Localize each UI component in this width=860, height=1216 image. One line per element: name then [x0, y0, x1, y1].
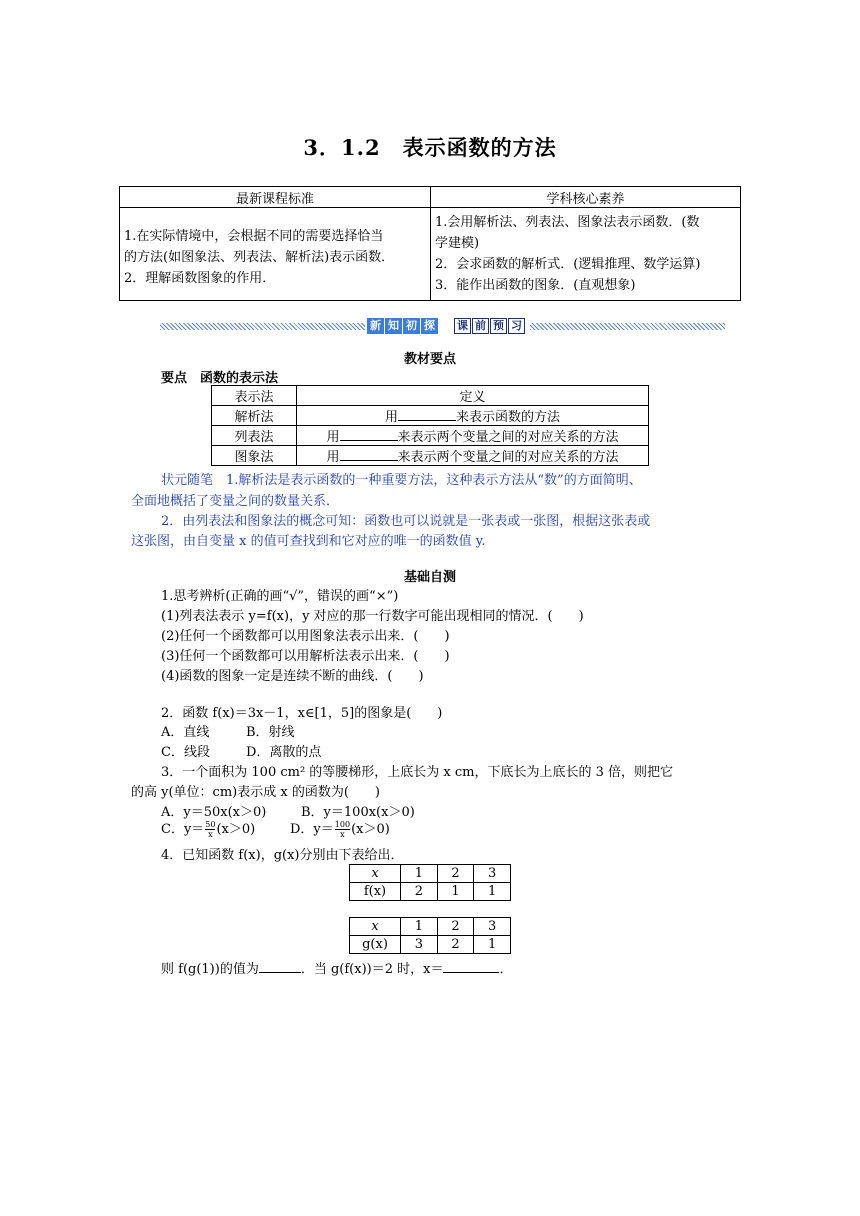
rep-header-definition: 定义 [297, 386, 649, 406]
q3-option-d: D．y＝ $\frac{100}{x}$ (x＞0) [290, 820, 390, 839]
g-table-cell: g(x) [350, 936, 401, 954]
banner-char: 探 [421, 318, 438, 334]
standards-left-line: 1.在实际情境中，会根据不同的需要选择恰当 [124, 229, 384, 244]
f-table-cell: 3 [474, 865, 511, 883]
rep-header-method: 表示法 [212, 386, 297, 406]
banner-hatch-left [160, 323, 365, 330]
banner-new-knowledge [367, 318, 438, 336]
g-table-cell: 3 [401, 936, 438, 954]
q3-option-b: B．y＝100x(x＞0) [301, 805, 415, 820]
standards-header-left: 最新课程标准 [120, 187, 431, 208]
f-table-cell: 1 [437, 883, 474, 901]
banner-char: 前 [472, 318, 489, 334]
note-line: 状元随笔 1.解析法是表示函数的一种重要方法，这种表示方法从“数”的方面简明、 [161, 473, 642, 488]
rep-name: 列表法 [212, 426, 297, 446]
banner-hatch-right [530, 323, 725, 330]
f-table-cell: x [350, 865, 401, 883]
q3-stem: 3．一个面积为 100 cm² 的等腰梯形，上底长为 x cm，下底长为上底长的 3 倍，则把它 [161, 765, 674, 780]
standards-right-line: 3．能作出函数的图象．(直观想象) [435, 278, 636, 293]
f-table [349, 864, 511, 901]
page-title: 3．1.2 表示函数的方法 [303, 135, 557, 160]
f-table-cell: 2 [437, 865, 474, 883]
fill-blank[interactable] [340, 428, 398, 441]
rep-name: 图象法 [212, 446, 297, 466]
q4-ask: 则 f(g(1))的值为 ．当 g(f(x))＝2 时，x＝ ． [161, 962, 513, 977]
q2-option-d: D．离散的点 [246, 745, 322, 760]
f-table-cell: 1 [401, 865, 438, 883]
f-table-cell: 2 [401, 883, 438, 901]
rep-definition: 用 来表示两个变量之间的对应关系的方法 [297, 446, 649, 466]
q3-stem-cont: 的高 y(单位：cm)表示成 x 的函数为( ) [131, 785, 380, 800]
q1-stem: 1.思考辨析(正确的画“√”，错误的画“×”) [161, 589, 399, 604]
q1-item: (1)列表法表示 y=f(x)，y 对应的那一行数字可能出现相同的情况．( ) [161, 609, 584, 624]
banner-char: 知 [385, 318, 402, 334]
note-line: 这张图，由自变量 x 的值可查找到和它对应的唯一的函数值 y. [131, 534, 486, 549]
q4-stem: 4．已知函数 f(x)，g(x)分别由下表给出． [161, 848, 404, 863]
standards-right-line: 1.会用解析法、列表法、图象法表示函数．(数 [435, 215, 700, 230]
standards-right-line: 2．会求函数的解析式．(逻辑推理、数学运算) [435, 257, 701, 272]
banner-char: 预 [490, 318, 507, 334]
section-banner [160, 316, 725, 340]
standards-cell-right [431, 208, 741, 301]
f-table-cell: 1 [474, 883, 511, 901]
banner-preview [454, 318, 525, 336]
section-heading-self-test: 基础自测 [403, 570, 456, 585]
q1-item: (3)任何一个函数都可以用解析法表示出来．( ) [161, 649, 450, 664]
q1-item: (4)函数的图象一定是连续不断的曲线．( ) [161, 669, 424, 684]
q3-option-a: A．y＝50x(x＞0) [161, 805, 267, 820]
g-table [349, 917, 511, 954]
point-label: 要点 函数的表示法 [161, 371, 279, 386]
fill-blank[interactable] [340, 448, 398, 461]
standards-header-right: 学科核心素养 [431, 187, 741, 208]
note-line: 2．由列表法和图象法的概念可知：函数也可以说就是一张表或一张图，根据这张表或 [161, 514, 651, 529]
standards-left-line: 的方法(如图象法、列表法、解析法)表示函数． [124, 250, 395, 265]
standards-cell-left [120, 208, 431, 301]
fraction: $\frac{50}{x}$ [205, 820, 216, 839]
g-table-cell: 3 [474, 918, 511, 936]
banner-char: 新 [367, 318, 384, 334]
standards-table [119, 186, 741, 301]
f-table-cell: f(x) [350, 883, 401, 901]
q2-option-c: C．线段 [161, 745, 210, 760]
rep-definition: 用 来表示函数的方法 [297, 406, 649, 426]
g-table-cell: 1 [474, 936, 511, 954]
q3-option-c: C．y＝ $\frac{50}{x}$ (x＞0) [161, 820, 256, 839]
fraction: $\frac{100}{x}$ [334, 820, 351, 839]
g-table-cell: 2 [437, 936, 474, 954]
banner-char: 课 [454, 318, 471, 334]
standards-right-line: 学建模) [435, 236, 480, 251]
g-table-cell: 1 [401, 918, 438, 936]
note-line: 全面地概括了变量之间的数量关系． [131, 494, 340, 509]
answer-blank[interactable] [443, 960, 499, 973]
answer-blank[interactable] [259, 960, 301, 973]
q2-option-b: B．射线 [246, 725, 295, 740]
g-table-cell: x [350, 918, 401, 936]
representation-table [211, 385, 649, 466]
q2-option-a: A．直线 [161, 725, 210, 740]
rep-definition: 用 来表示两个变量之间的对应关系的方法 [297, 426, 649, 446]
fill-blank[interactable] [398, 408, 456, 421]
q2-stem: 2．函数 f(x)＝3x－1，x∈[1，5]的图象是( ) [161, 706, 443, 721]
rep-name: 解析法 [212, 406, 297, 426]
banner-char: 习 [508, 318, 525, 334]
standards-left-line: 2．理解函数图象的作用． [124, 271, 276, 286]
section-heading-textbook: 教材要点 [403, 352, 456, 367]
q1-item: (2)任何一个函数都可以用图象法表示出来．( ) [161, 629, 450, 644]
g-table-cell: 2 [437, 918, 474, 936]
banner-char: 初 [403, 318, 420, 334]
